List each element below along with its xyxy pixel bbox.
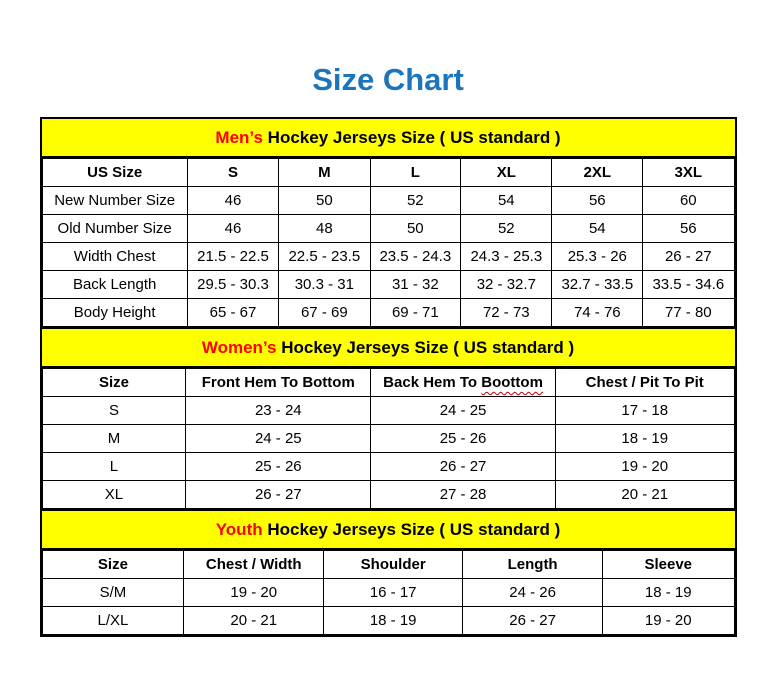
size-cell: 72 - 73 (461, 299, 552, 327)
row-label: Back Length (42, 271, 187, 299)
column-header: Sleeve (603, 551, 735, 579)
size-cell: 32 - 32.7 (461, 271, 552, 299)
banner-highlight: Men’s (215, 128, 263, 147)
size-cell: 52 (461, 215, 552, 243)
table-row (42, 187, 734, 215)
size-cell: 20 - 21 (184, 607, 324, 635)
table-row (42, 271, 734, 299)
size-cell: 19 - 20 (184, 579, 324, 607)
row-label: L/XL (42, 607, 184, 635)
column-header-text: Back Hem To (383, 374, 482, 391)
mens-section-banner (42, 119, 735, 158)
size-cell: 16 - 17 (324, 579, 463, 607)
size-cell: 19 - 20 (603, 607, 735, 635)
youth-section-banner (42, 509, 735, 550)
size-cell: 23.5 - 24.3 (370, 243, 461, 271)
size-cell: 33.5 - 34.6 (643, 271, 734, 299)
size-cell: 60 (643, 187, 734, 215)
banner-text: Hockey Jerseys Size ( US standard ) (276, 338, 575, 357)
table-row (42, 579, 734, 607)
column-header: S (187, 159, 278, 187)
banner-highlight: Women’s (201, 338, 277, 357)
size-cell: 24 - 26 (463, 579, 603, 607)
table-row (42, 243, 734, 271)
column-header: Chest / Width (184, 551, 324, 579)
size-cell: 22.5 - 23.5 (279, 243, 370, 271)
row-label: XL (42, 481, 186, 509)
size-cell: 24 - 25 (371, 397, 556, 425)
table-row (42, 425, 734, 453)
column-header: Shoulder (324, 551, 463, 579)
size-cell: 74 - 76 (552, 299, 643, 327)
column-header: US Size (42, 159, 187, 187)
size-cell: 77 - 80 (643, 299, 734, 327)
size-cell: 17 - 18 (555, 397, 734, 425)
size-cell: 18 - 19 (603, 579, 735, 607)
column-header: XL (461, 159, 552, 187)
table-row (42, 481, 734, 509)
size-chart-frame (40, 117, 737, 637)
size-cell: 21.5 - 22.5 (187, 243, 278, 271)
table-header-row (42, 159, 734, 187)
size-cell: 24.3 - 25.3 (461, 243, 552, 271)
size-cell: 18 - 19 (324, 607, 463, 635)
size-cell: 54 (552, 215, 643, 243)
womens-section-banner (42, 327, 735, 368)
table-row (42, 397, 734, 425)
size-cell: 48 (279, 215, 370, 243)
column-header: L (370, 159, 461, 187)
column-header: Chest / Pit To Pit (555, 369, 734, 397)
table-row (42, 299, 734, 327)
size-cell: 25 - 26 (186, 453, 371, 481)
row-label: New Number Size (42, 187, 187, 215)
column-header: Size (42, 551, 184, 579)
size-cell: 46 (187, 187, 278, 215)
row-label: Old Number Size (42, 215, 187, 243)
table-header-row (42, 551, 734, 579)
column-header: Length (463, 551, 603, 579)
womens-size-table (42, 368, 735, 509)
column-header: 2XL (552, 159, 643, 187)
size-cell: 20 - 21 (555, 481, 734, 509)
size-cell: 30.3 - 31 (279, 271, 370, 299)
column-header: Front Hem To Bottom (186, 369, 371, 397)
size-cell: 69 - 71 (370, 299, 461, 327)
banner-text: Hockey Jerseys Size ( US standard ) (262, 128, 561, 147)
size-cell: 19 - 20 (555, 453, 734, 481)
size-cell: 25.3 - 26 (552, 243, 643, 271)
youth-size-table (42, 550, 735, 635)
size-cell: 56 (552, 187, 643, 215)
size-cell: 18 - 19 (555, 425, 734, 453)
mens-size-table (42, 158, 735, 327)
table-row (42, 607, 734, 635)
table-header-row (42, 369, 734, 397)
row-label: L (42, 453, 186, 481)
size-cell: 31 - 32 (370, 271, 461, 299)
size-cell: 65 - 67 (187, 299, 278, 327)
size-cell: 50 (279, 187, 370, 215)
size-cell: 54 (461, 187, 552, 215)
size-cell: 46 (187, 215, 278, 243)
column-header: Size (42, 369, 186, 397)
table-row (42, 215, 734, 243)
size-cell: 32.7 - 33.5 (552, 271, 643, 299)
size-cell: 26 - 27 (371, 453, 556, 481)
row-label: S (42, 397, 186, 425)
row-label: Body Height (42, 299, 187, 327)
column-header (371, 369, 556, 397)
row-label: Width Chest (42, 243, 187, 271)
row-label: S/M (42, 579, 184, 607)
row-label: M (42, 425, 186, 453)
size-cell: 26 - 27 (643, 243, 734, 271)
size-cell: 25 - 26 (371, 425, 556, 453)
size-cell: 23 - 24 (186, 397, 371, 425)
banner-text: Hockey Jerseys Size ( US standard ) (262, 520, 561, 539)
table-row (42, 453, 734, 481)
size-cell: 26 - 27 (186, 481, 371, 509)
column-header: M (279, 159, 370, 187)
size-cell: 26 - 27 (463, 607, 603, 635)
size-cell: 27 - 28 (371, 481, 556, 509)
size-cell: 50 (370, 215, 461, 243)
size-cell: 24 - 25 (186, 425, 371, 453)
misspelled-word: Boottom (481, 374, 543, 391)
size-cell: 56 (643, 215, 734, 243)
size-cell: 67 - 69 (279, 299, 370, 327)
size-cell: 29.5 - 30.3 (187, 271, 278, 299)
page-title: Size Chart (312, 62, 464, 97)
column-header: 3XL (643, 159, 734, 187)
size-cell: 52 (370, 187, 461, 215)
banner-highlight: Youth (215, 520, 263, 539)
